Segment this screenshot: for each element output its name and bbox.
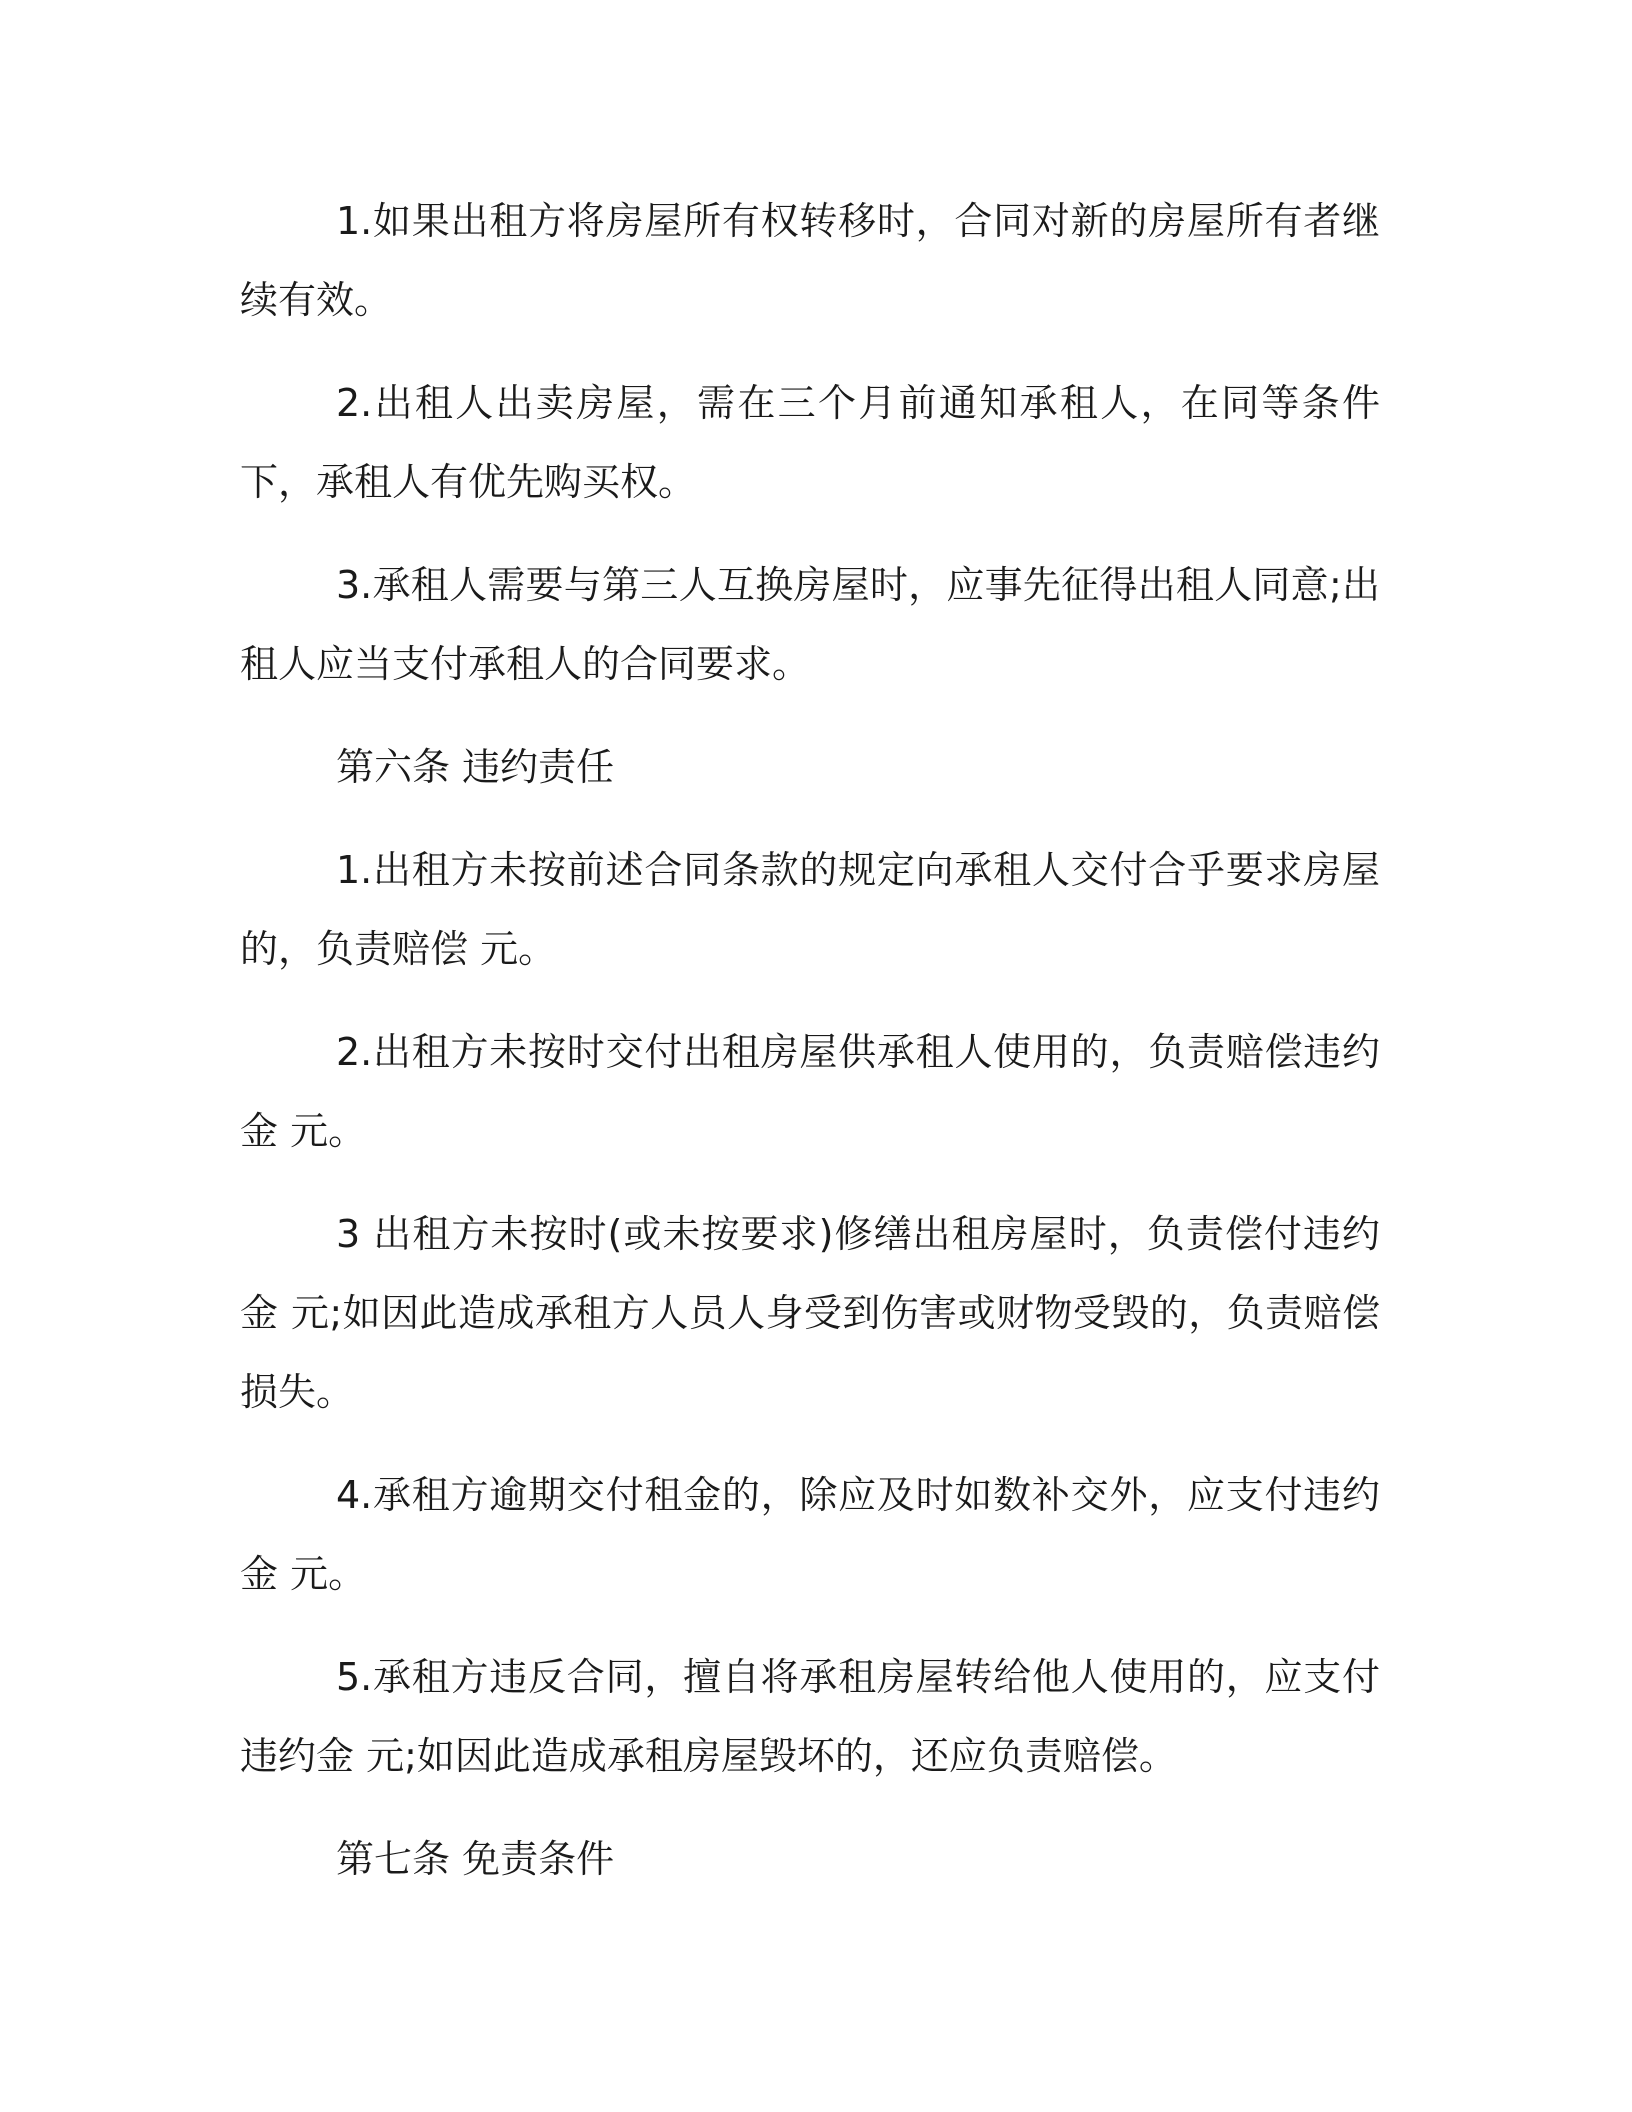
section-heading-article-7: 第七条 免责条件 [336, 1837, 615, 1881]
clause-breach-1: 1.出租方未按前述合同条款的规定向承租人交付合乎要求房屋的，负责赔偿 元。 [240, 848, 1380, 971]
clause-breach-4: 4.承租方逾期交付租金的，除应及时如数补交外，应支付违约金 元。 [240, 1473, 1380, 1596]
clause-sale-notice: 2.出租人出卖房屋，需在三个月前通知承租人，在同等条件下，承租人有优先购买权。 [240, 381, 1380, 504]
section-heading-article-6: 第六条 违约责任 [336, 745, 615, 789]
clause-breach-3: 3 出租方未按时(或未按要求)修缮出租房屋时，负责偿付违约金 元;如因此造成承租方人员人身受到伤害或财物受毁的，负责赔偿损失。 [240, 1212, 1380, 1414]
clause-breach-5: 5.承租方违反合同，擅自将承租房屋转给他人使用的，应支付违约金 元;如因此造成承租房屋毁坏的，还应负责赔偿。 [240, 1655, 1380, 1778]
clause-breach-2: 2.出租方未按时交付出租房屋供承租人使用的，负责赔偿违约金 元。 [240, 1030, 1380, 1153]
clause-ownership-transfer: 1.如果出租方将房屋所有权转移时，合同对新的房屋所有者继续有效。 [240, 199, 1380, 322]
document-body [240, 182, 1380, 1923]
clause-house-exchange: 3.承租人需要与第三人互换房屋时，应事先征得出租人同意;出租人应当支付承租人的合同要求。 [240, 563, 1380, 686]
